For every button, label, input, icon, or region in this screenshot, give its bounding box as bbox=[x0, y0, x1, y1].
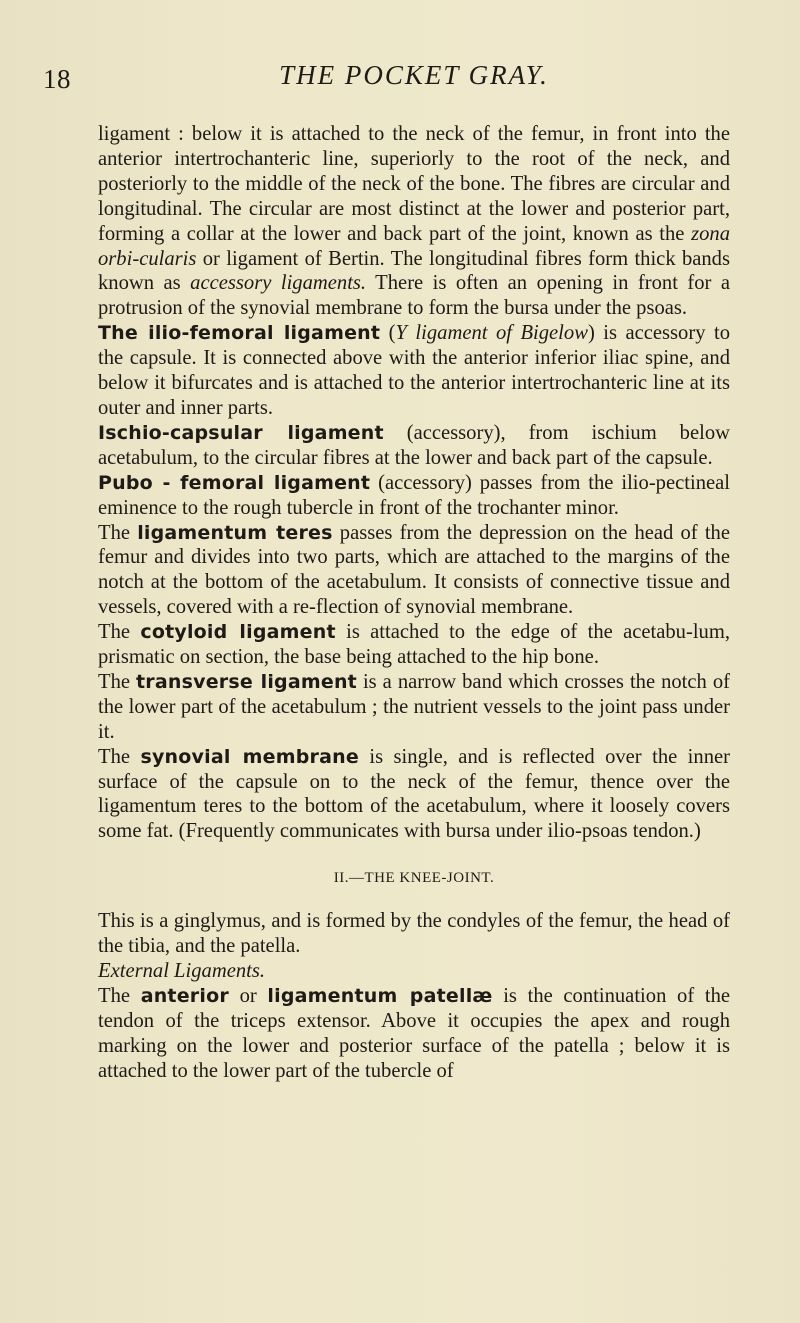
bold-term: synovial membrane bbox=[140, 745, 359, 768]
bold-term: Pubo - femoral ligament bbox=[98, 471, 371, 494]
italic-term: zona orbi-cularis bbox=[98, 222, 730, 270]
bold-term: ligamentum teres bbox=[137, 521, 333, 544]
paragraph-ischio-capsular: Ischio-capsular ligament (accessory), from ischium below acetabulum, to the circular fibres at the lower and back part of the capsule. bbox=[98, 421, 731, 469]
bold-term: transverse ligament bbox=[136, 670, 357, 693]
italic-term: Y ligament of Bigelow bbox=[395, 322, 588, 345]
bold-term: The ilio-femoral ligament bbox=[98, 322, 381, 345]
italic-term: accessory ligaments. bbox=[190, 272, 367, 295]
bold-term: Ischio-capsular ligament bbox=[98, 421, 384, 444]
paragraph-capsule: ligament : below it is attached to the neck of the femur, in front into the anterior intertrochanteric line, superiorly to the root of the neck, and posteriorly to the middle of the neck of the bone. The fibres are circular and longitudinal. The circular are most distinct at the lower and posterior part, forming a collar at the lower and back part of the joint, known as the zona orbi-cularis or ligament of Bertin. The longitudinal fibres form thick bands known as accessory ligaments. There is often an opening in front for a protrusion of the synovial membrane to form the bursa under the psoas. bbox=[98, 123, 731, 320]
bold-term: anterior bbox=[140, 984, 229, 1007]
paragraph-ligamentum-patellae: The anterior or ligamentum patellæ is the continuation of the tendon of the triceps extensor. Above it occupies the apex and rough marking on the lower and posterior surface of the patella ; below it is attached to the lower part of the tubercle of bbox=[98, 984, 731, 1082]
subheading: External Ligaments. bbox=[98, 960, 266, 982]
paragraph-knee-intro: This is a ginglymus, and is formed by the condyles of the femur, the head of the tibia, and the patella. bbox=[98, 910, 730, 958]
paragraph-pubo-femoral: Pubo - femoral ligament (accessory) passes from the ilio-pectineal eminence to the rough tubercle in front of the trochanter minor. bbox=[98, 471, 731, 519]
section-heading: II.—THE KNEE-JOINT. bbox=[333, 870, 495, 887]
running-head bbox=[43, 0, 730, 94]
running-title: THE POCKET GRAY. bbox=[279, 60, 549, 90]
page-number: 18 bbox=[43, 64, 71, 94]
paragraph-ilio-femoral: The ilio-femoral ligament (Y ligament of Bigelow) is accessory to the capsule. It is connected above with the anterior inferior iliac spine, and below it bifurcates and is attached to the anterior intertrochanteric line at its outer and inner parts. bbox=[98, 322, 730, 419]
bold-term: cotyloid ligament bbox=[140, 621, 336, 644]
paragraph-synovial: The synovial membrane is single, and is reflected over the inner surface of the capsule on to the neck of the femur, thence over the ligamentum teres to the bottom of the acetabulum, where it loosely covers some fat. (Frequently communicates with bursa under ilio-psoas tendon.) bbox=[98, 745, 730, 843]
bold-term: ligamentum patellæ bbox=[267, 984, 493, 1007]
paragraph-transverse: The transverse ligament is a narrow band which crosses the notch of the lower part of the acetabulum ; the nutrient vessels to the joint pass under it. bbox=[98, 670, 730, 743]
body-text bbox=[98, 62, 730, 1084]
paragraph-ligamentum-teres: The ligamentum teres passes from the depression on the head of the femur and divides into two parts, which are attached to the margins of the notch at the bottom of the acetabulum. It consists of connective tissue and vessels, covered with a re-flection of synovial membrane. bbox=[98, 521, 730, 619]
paragraph-cotyloid: The cotyloid ligament is attached to the edge of the acetabu-lum, prismatic on section, the base being attached to the hip bone. bbox=[98, 621, 731, 669]
